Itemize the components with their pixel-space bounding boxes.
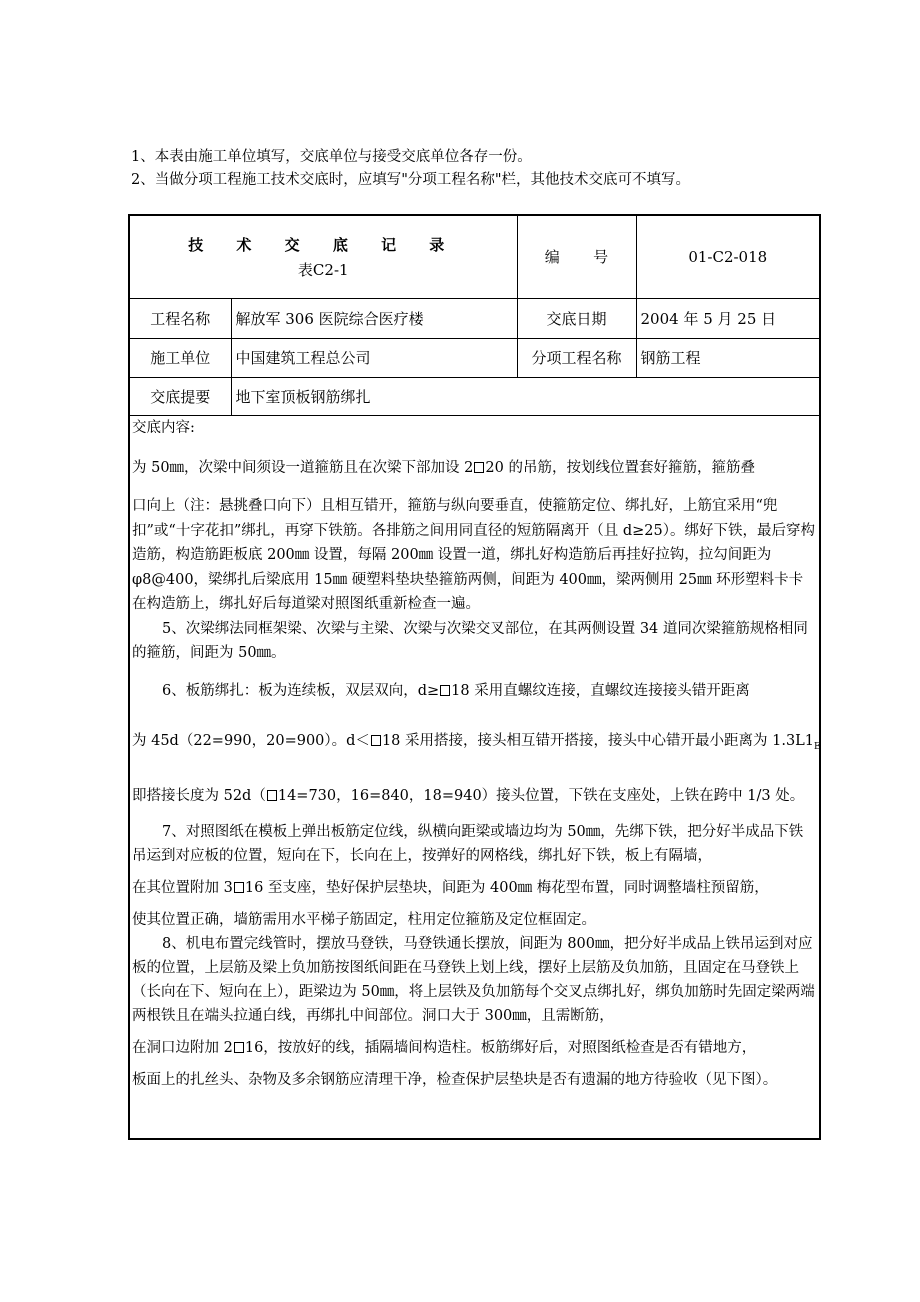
- content-paragraph: 为 50㎜，次梁中间须设一道箍筋且在次梁下部加设 2 20 的吊筋，按划线位置套好箍筋，箍筋叠: [132, 460, 755, 476]
- subproject-value: 钢筋工程: [636, 338, 819, 377]
- date-label: 交底日期: [517, 298, 636, 338]
- content-paragraph: 在洞口边附加 2 16，按放好的线，插隔墙间构造柱。板筋绑好后，对照图纸检查是否有错地方，: [132, 1040, 757, 1057]
- form-title: 技 术 交 底 记 录: [188, 235, 459, 254]
- content-paragraph: 板面上的扎丝头、杂物及多余钢筋应清理干净，检查保护层垫块是否有遗漏的地方待验收（见下图）。: [132, 1072, 778, 1089]
- form-notes: [131, 146, 690, 192]
- rebar-grade-symbol-icon: [234, 882, 244, 893]
- content-paragraph: 7、对照图纸在模板上弹出板筋定位线，纵横向距梁或墙边均为 50㎜，先绑下铁，把分好半成品下铁吊运到对应板的位置，短向在下，长向在上，按弹好的网格线，绑扎好下铁，板上有隔墙，: [132, 824, 804, 865]
- contractor-label: 施工单位: [130, 338, 231, 377]
- briefing-content: [132, 416, 821, 1092]
- content-label: 交底内容:: [132, 420, 195, 436]
- summary-value: 地下室顶板钢筋绑扎: [231, 377, 819, 415]
- note-line-2: 2、当做分项工程施工技术交底时，应填写"分项工程名称"栏，其他技术交底可不填写。: [131, 172, 691, 188]
- project-name-value: 解放军 306 医院综合医疗楼: [231, 298, 517, 338]
- project-name-label: 工程名称: [130, 298, 231, 338]
- summary-label: 交底提要: [130, 377, 231, 415]
- date-value: 2004 年 5 月 25 日: [636, 298, 819, 338]
- rebar-grade-symbol-icon: [474, 462, 484, 473]
- contractor-value: 中国建筑工程总公司: [231, 338, 517, 377]
- rebar-grade-symbol-icon: [267, 790, 277, 801]
- number-value: 01-C2-018: [636, 216, 819, 298]
- rebar-grade-symbol-icon: [371, 735, 381, 746]
- content-paragraph: 即搭接长度为 52d（ 14=730，16=840，18=940）接头位置，下铁在支座处，上铁在跨中 1/3 处。: [132, 788, 805, 805]
- content-paragraph: 为 45d（22=990，20=900）。d＜ 18 采用搭接，接头相互错开搭接，接头中心错开最小距离为 $1.3L1_E$: [132, 732, 821, 752]
- content-paragraph: 口向上（注：悬挑叠口向下）且相互错开，箍筋与纵向要垂直，使箍筋定位、绑扎好，上筋宜采用“兜扣”或“十字花扣”绑扎，再穿下铁筋。各排筋之间用同直径的短筋隔离开（且 d≥25）。绑好下铁，最后穿构造筋，构造筋距板底 200㎜ 设置，每隔 200㎜ 设置一道，绑扎好构造筋后再挂好拉钩，拉勾间距为 φ8@400，梁绑扎后梁底用 15㎜ 硬塑料垫块垫箍筋两侧，间距为 400㎜，梁两侧用 25㎜ 环形塑料卡卡在构造筋上，绑扎好后每道梁对照图纸重新检查一遍。: [132, 498, 815, 612]
- rebar-grade-symbol-icon: [234, 1042, 244, 1053]
- content-paragraph: 5、次梁绑法同框架梁、次梁与主梁、次梁与次梁交叉部位，在其两侧设置 34 道同次梁箍筋规格相同的箍筋，间距为 50㎜。: [132, 620, 808, 661]
- number-label: 编 号: [517, 216, 636, 298]
- form-title-cell: [130, 216, 517, 298]
- content-paragraph: 使其位置正确，墙筋需用水平梯子筋固定，柱用定位箍筋及定位框固定。: [132, 912, 596, 929]
- form-header-table: [130, 216, 819, 416]
- form-number: 表C2-1: [297, 260, 349, 279]
- content-paragraph: 8、机电布置完线管时，摆放马登铁，马登铁通长摆放，间距为 800㎜，把分好半成品上铁吊运到对应板的位置，上层筋及梁上负加筋按图纸间距在马登铁上划上线，摆好上层筋及负加筋，且固定在马登铁上（长向在下、短向在上），距梁边为 50㎜，将上层铁及负加筋每个交叉点绑扎好，绑负加筋时先固定梁两端两根铁且在端头拉通白线，再绑扎中间部位。洞口大于 300㎜，且需断筋，: [132, 936, 815, 1025]
- technical-briefing-form: [128, 214, 821, 1140]
- note-line-1: 1、本表由施工单位填写，交底单位与接受交底单位各存一份。: [131, 149, 532, 165]
- subproject-label: 分项工程名称: [517, 338, 636, 377]
- content-paragraph: 在其位置附加 3 16 至支座，垫好保护层垫块，间距为 400㎜ 梅花型布置，同时调整墙柱预留筋，: [132, 880, 769, 897]
- rebar-grade-symbol-icon: [440, 685, 450, 696]
- content-paragraph: 6、板筋绑扎：板为连续板，双层双向，d≥ 18 采用直螺纹连接，直螺纹连接接头错开距离: [162, 682, 750, 699]
